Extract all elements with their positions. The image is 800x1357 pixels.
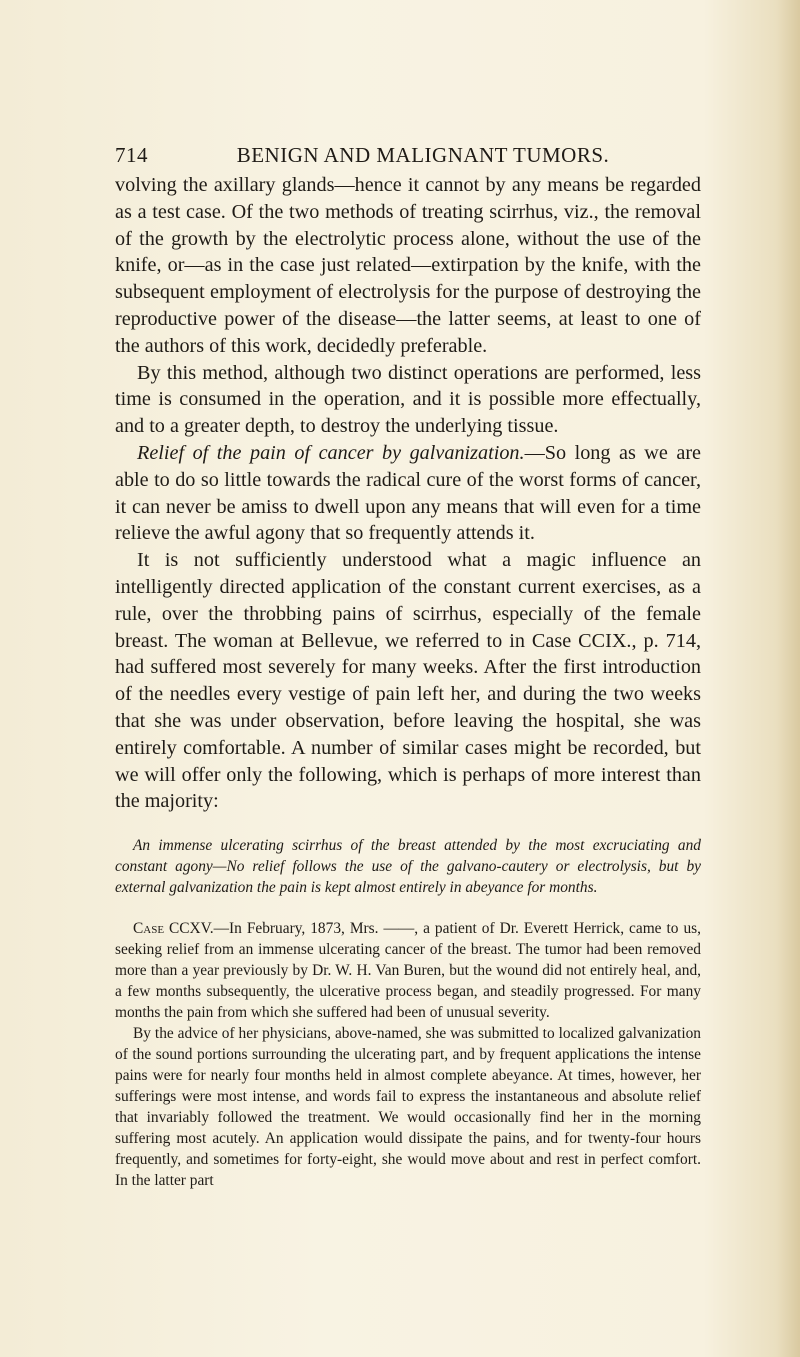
case-report [115, 835, 701, 1191]
main-text [115, 172, 701, 815]
page-body [115, 172, 701, 1191]
case-paragraph-2: By the advice of her physicians, above-named, she was submitted to localized galvanization of the sound portions surrounding the ulcerating part, and by frequent applications the intense pains were for nearly four months held in almost complete abeyance. At times, however, her sufferings were most intense, and words fail to express the instantaneous and absolute relief that invariably followed the treatment. We would occasionally find her in the morning suffering most acutely. An application would dissipate the pains, and for twenty-four hours frequently, and sometimes for forty-eight, she would move about and rest in perfect comfort. In the latter part [115, 1025, 701, 1190]
case-label: Case CCXV. [133, 920, 214, 938]
section-text: —So long as we are able to do so little towards the radical cure of the worst forms of cancer, it can never be amiss to dwell upon any means that will even for a time relieve the awful agony that so frequently attends it. [115, 441, 702, 545]
paragraph-method: By this method, although two distinct operations are performed, less time is consumed in the operation, and it is possible more effectually, and to a greater depth, to destroy the underlying tissue. [115, 361, 701, 438]
paragraph-galvanization [115, 440, 701, 547]
case-heading: An immense ulcerating scirrhus of the breast attended by the most excruciating and constant agony—No relief follows the use of the galvano-cautery or electrolysis, but by external galvanization the pain is kept almost entirely in abeyance for months. [115, 837, 701, 897]
running-title: BENIGN AND MALIGNANT TUMORS. [236, 143, 610, 167]
paragraph-influence: It is not sufficiently understood what a magic influence an intelligently directed application of the constant current exercises, as a rule, over the throbbing pains of scirrhus, especially of the female breast. The woman at Bellevue, we referred to in Case CCIX., p. 714, had suffered most severely for many weeks. After the first introduction of the needles every vestige of pain left her, and during the two weeks that she was under observation, before leaving the hospital, she was entirely comfortable. A number of similar cases might be recorded, but we will offer only the following, which is perhaps of more interest than the majority: [115, 549, 701, 813]
paragraph-continuation: volving the axillary glands—hence it cannot by any means be regarded as a test case. Of the two methods of treating scirrhus, viz., the removal of the growth by the electrolytic process alone, without the use of the knife, or—as in the case just related—extirpation by the knife, with the subsequent employment of electrolysis for the purpose of destroying the reproductive power of the disease—the latter seems, at least to one of the authors of this work, decidedly preferable. [115, 174, 701, 357]
case-paragraph [115, 918, 701, 1023]
running-header [115, 143, 701, 168]
section-heading: Relief of the pain of cancer by galvanization. [137, 441, 525, 464]
page-number: 714 [115, 143, 148, 167]
case-text: —In February, 1873, Mrs. ——, a patient of Dr. Everett Herrick, came to us, seeking relief from an immense ulcerating cancer of the breast. The tumor had been removed more than a year previously by Dr. W. H. Van Buren, but the wound did not entirely heal, and, a few months subsequently, the ulcerative process began, and steadily progressed. For many months the pain from which she suffered had been of unusual severity. [115, 920, 701, 1022]
